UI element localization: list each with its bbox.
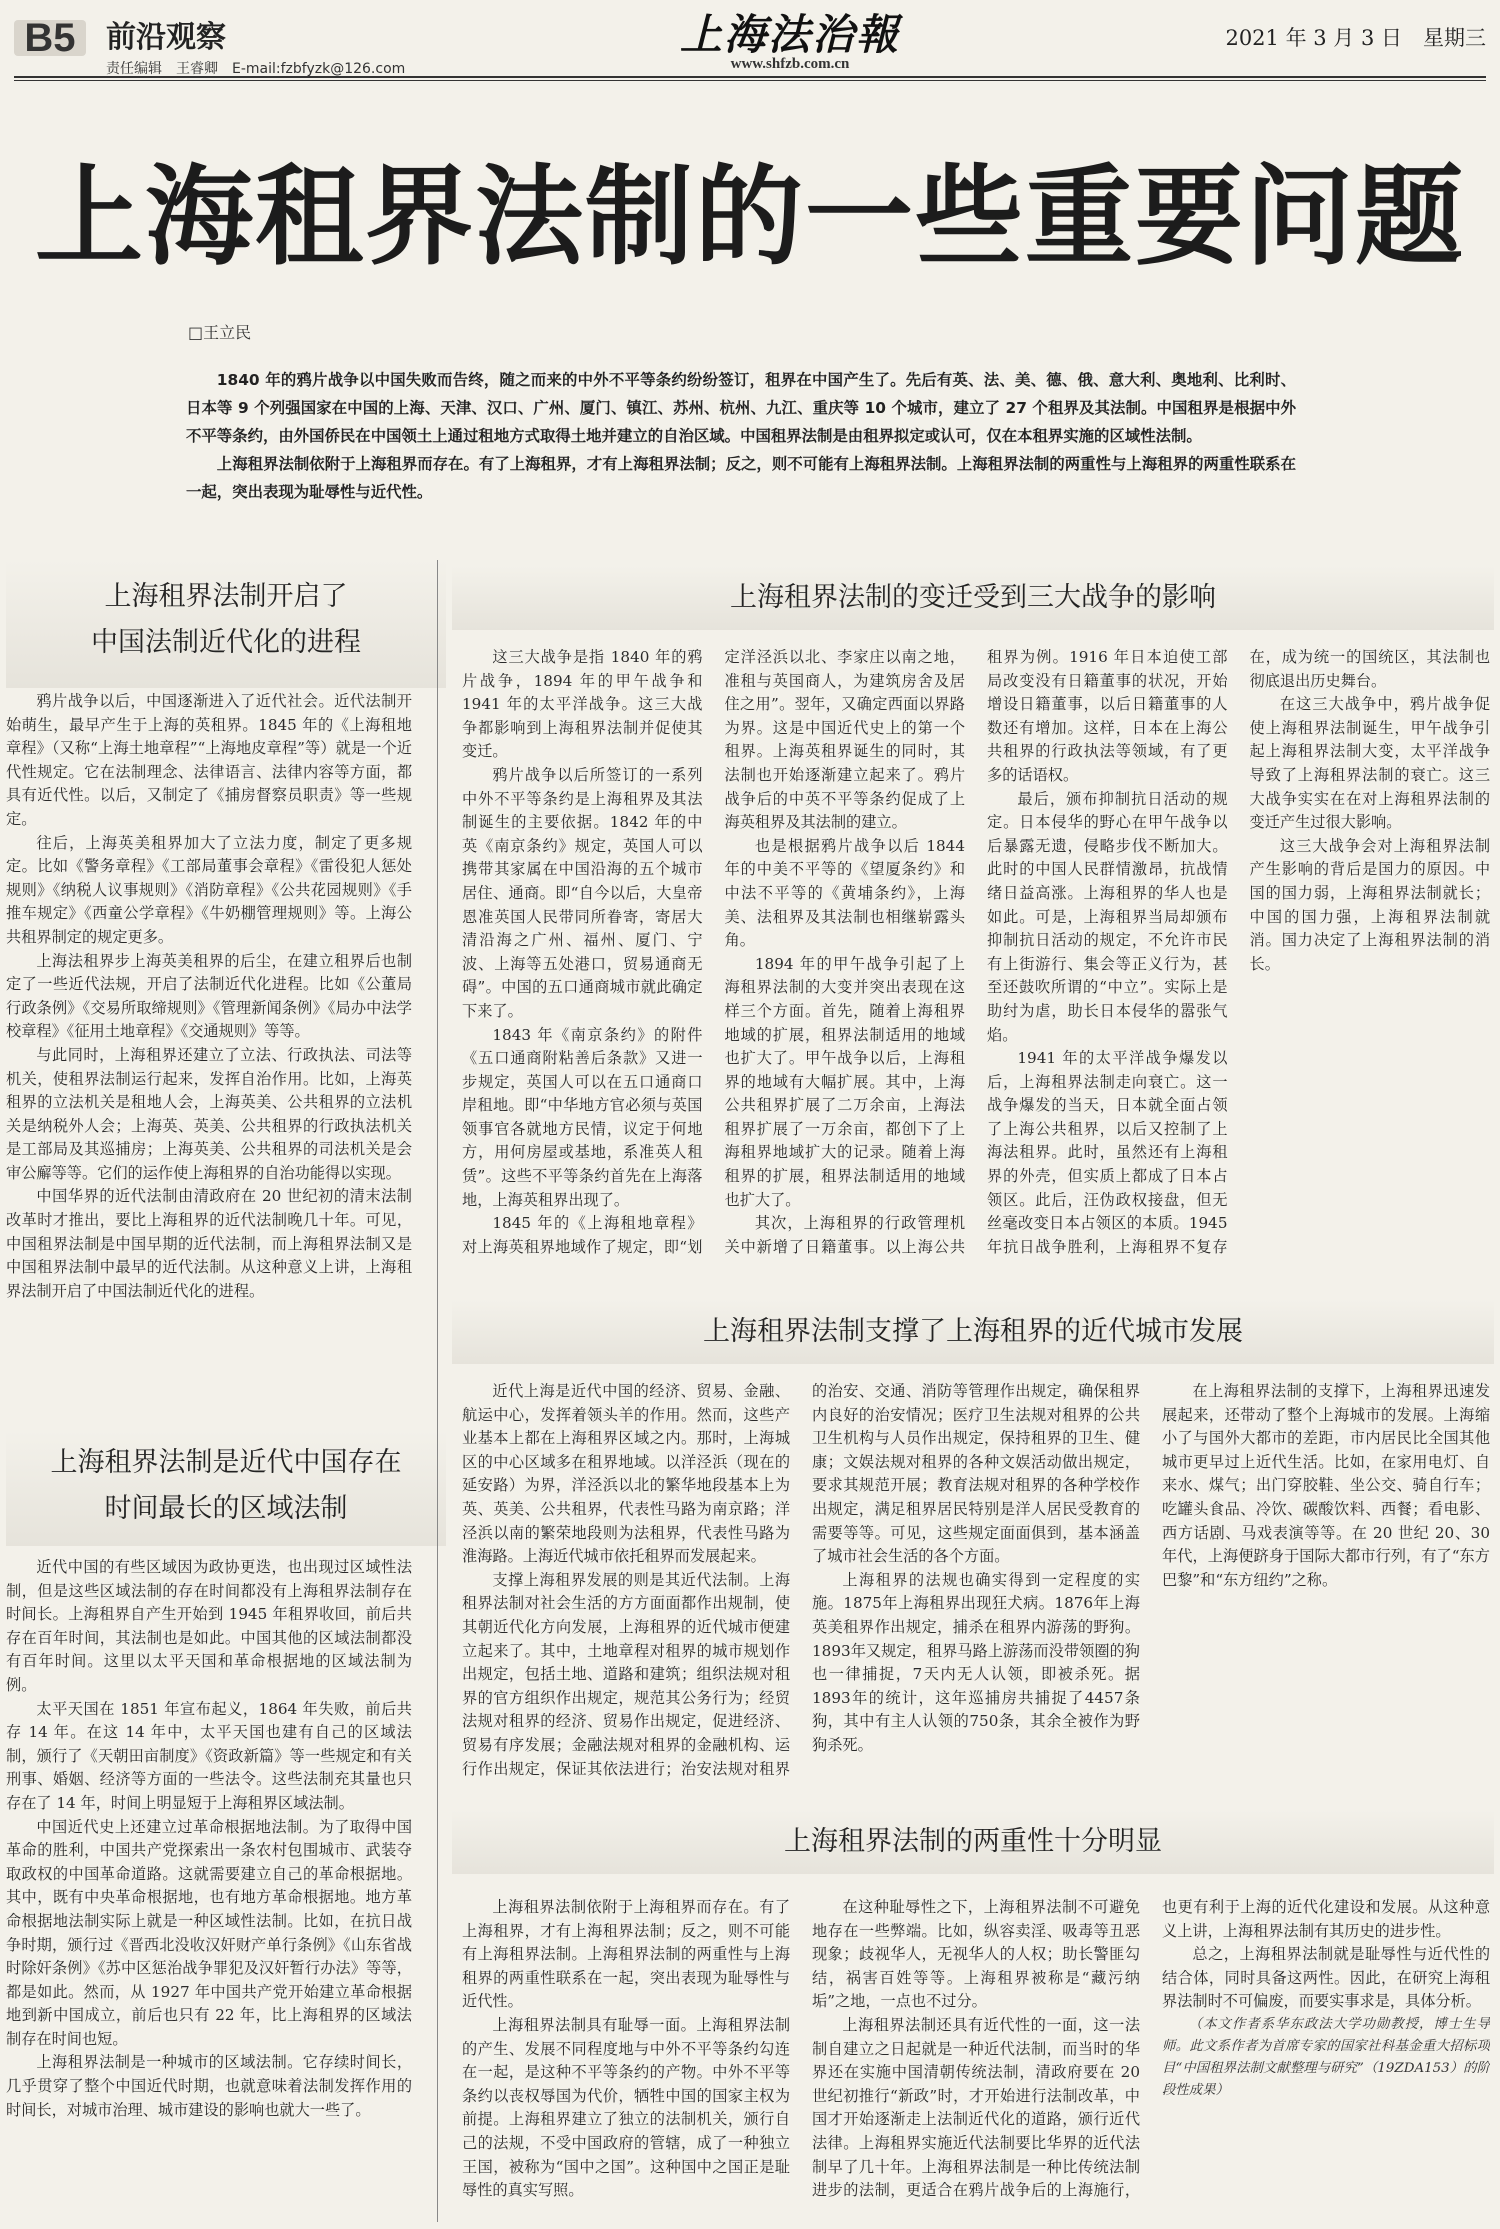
paragraph: 近代中国的有些区域因为政协更迭，也出现过区域性法制，但是这些区域法制的存在时间都没有上海租界法制存在时间长。上海租界自产生开始到 1945 年租界收回，前后共存在百年时间，其法制也是如此。中国其他的区域法制都没有百年时间。这里以太平天国和革命根据地的区域法制为例。 — [6, 1558, 412, 1694]
page-number-badge: B5 — [14, 20, 86, 56]
section-heading-4: 上海租界法制支撑了上海租界的近代城市发展 — [452, 1300, 1494, 1364]
section-heading-2: 上海租界法制的变迁受到三大战争的影响 — [452, 566, 1494, 630]
section-name: 前沿观察 — [106, 20, 226, 55]
paragraph: 上海租界法制是一种城市的区域法制。它存续时间长，几乎贯穿了整个中国近代时期，也就意味着法制发挥作用的时间长，对城市治理、城市建设的影响也就大一些了。 — [6, 2053, 412, 2119]
paragraph: 支撑上海租界发展的则是其近代法制。上海租界法制对社会生活的方方面面都作出规制，使其朝近代化方向发展，上海租界的近代城市便建立起来了。其中，土地章程对租界的城市规划作出规定，包括土地、道路和建筑；组织法规对租界的官方组织作出规定，规范其公务行为；经贸法规对租界的经济、贸易作出规定，促进经济、贸易有序发展；金融法规对租界的金融机构、运行作出规定，保证其依法进行；治安法规对租界的治安、交通、消防等管理作出规定，确保租界内良好的治安情况；医疗卫生法规对租界的公共卫生机构与人员作出规定，保持租界的卫生、健康；文娱法规对租界的各种文娱活动做出规定，要求其规范开展；教育法规对租界的各种学校作出规定，满足租界居民特别是洋人居民受教育的需要等等。可见，这些规定面面俱到，基本涵盖了城市社会生活的各个方面。 — [462, 1382, 1140, 1778]
paragraph: 其次，上海租界的行政管理机关中新增了日籍董事。以上海公共租界为例。1916 年日本迫使工部局改变没有日籍董事的状况，开始增设日籍董事，以后日籍董事的人数还有增加。这样，日本在上海公共租界的行政执法等领域，有了更多的话语权。 — [724, 648, 1228, 1256]
paragraph: 鸦片战争以后，中国逐渐进入了近代社会。近代法制开始萌生，最早产生于上海的英租界。1845 年的《上海租地章程》（又称“上海土地章程”“上海地皮章程”等）就是一个近代性规定。它在法制理念、法律语言、法律内容等方面，都具有近代性。以后，又制定了《捕房督察员职责》等一些规定。 — [6, 692, 412, 828]
column-divider — [437, 560, 438, 2222]
paragraph: 在上海租界法制的支撑下，上海租界迅速发展起来，还带动了整个上海城市的发展。上海缩小了与国外大都市的差距，市内居民比全国其他城市更早过上近代生活。比如，在家用电灯、自来水、煤气；出门穿胶鞋、坐公交、骑自行车；吃罐头食品、冷饮、碳酸饮料、西餐；看电影、西方话剧、马戏表演等等。在 20 世纪 20、30 年代，上海便跻身于国际大都市行列，有了“东方巴黎”和“东方纽约”之称。 — [1162, 1382, 1490, 1589]
section-heading-1 — [6, 560, 446, 688]
header-divider-thin — [14, 80, 1486, 81]
paragraph: 鸦片战争以后所签订的一系列中外不平等条约是上海租界及其法制诞生的主要依据。1842 年的中英《南京条约》规定，英国人可以携带其家属在中国沿海的五个城市居住、通商。即“自今以后，大皇帝恩准英国人民带同所眷寄，寄居大清沿海之广州、福州、厦门、宁波、上海等五处港口，贸易通商无碍”。中国的五口通商城市就此确定下来了。 — [462, 765, 703, 1020]
section-heading-line: 时间最长的区域法制 — [104, 1493, 348, 1524]
paragraph: 1845 年的《上海租地章程》对上海英租界地域作了规定，即“划定洋泾浜以北、李家庄以南之地，准租与英国商人，为建筑房舍及居住之用”。翌年，又确定西面以界路为界。这是中国近代史上的第一个租界。上海英租界诞生的同时，其法制也开始逐渐建立起来了。鸦片战争后的中英不平等条约促成了上海英租界及其法制的建立。 — [462, 648, 965, 1256]
editor-line: 责任编辑 王睿卿 E-mail:fzbfyzk@126.com — [106, 61, 406, 77]
paragraph: 上海法租界步上海英美租界的后尘，在建立租界后也制定了一些近代法规，开启了法制近代化进程。比如《公董局行政条例》《交易所取缔规则》《管理新闻条例》《局办中法学校章程》《征用土地章程》《交通规则》等等。 — [6, 951, 412, 1041]
paragraph: 中国华界的近代法制由清政府在 20 世纪初的清末法制改革时才推出，要比上海租界的近代法制晚几十年。可见，中国租界法制是中国早期的近代法制，而上海租界法制又是中国租界法制中最早的近代法制。从这种意义上讲，上海租界法制开启了中国法制近代化的进程。 — [6, 1187, 412, 1300]
paragraph: 在这三大战争中，鸦片战争促使上海租界法制诞生，甲午战争引起上海租界法制大变，太平洋战争导致了上海租界法制的衰亡。这三大战争实实在在对上海租界法制的变迁产生过很大影响。 — [1249, 695, 1490, 832]
paragraph: 与此同时，上海租界还建立了立法、行政执法、司法等机关，使租界法制运行起来，发挥自治作用。比如，上海英租界的立法机关是租地人会，上海英美、公共租界的立法机关是纳税外人会；上海英、英美、公共租界的行政执法机关是工部局及其巡捕房；上海英美、公共租界的司法机关是会审公廨等等。它们的运作使上海租界的自治功能得以实现。 — [6, 1045, 412, 1182]
paragraph: 1843 年《南京条约》的附件《五口通商附粘善后条款》又进一步规定，英国人可以在五口通商口岸租地。即“中华地方官必须与英国领事官各就地方民情，议定于何地方，用何房屋或基地，系准英人租赁”。这些不平等条约首先在上海落地，上海英租界出现了。 — [462, 1025, 703, 1209]
byline: □王立民 — [188, 323, 252, 342]
lead-paragraph: 上海租界法制依附于上海租界而存在。有了上海租界，才有上海租界法制；反之，则不可能有上海租界法制。上海租界法制的两重性与上海租界的两重性联系在一起，突出表现为耻辱性与近代性。 — [186, 455, 1296, 501]
paragraph: 近代上海是近代中国的经济、贸易、金融、航运中心，发挥着领头羊的作用。然而，这些产业基本上都在上海租界区域之内。那时，上海城区的中心区域多在租界地域。以洋泾浜（现在的延安路）为界，洋泾浜以北的繁华地段基本上为英、英美、公共租界，代表性马路为南京路；洋泾浜以南的繁荣地段则为法租界，代表性马路为淮海路。上海近代城市依托租界而发展起来。 — [462, 1382, 790, 1566]
paragraph: 太平天国在 1851 年宣布起义，1864 年失败，前后共存 14 年。在这 14 年中，太平天国也建有自己的区域法制，颁行了《天朝田亩制度》《资政新篇》等一些规定和有关刑事、婚姻、经济等方面的一些法令。这些法制充其量也只存在了 14 年，时间上明显短于上海租界区域法制。 — [6, 1699, 412, 1812]
article-title: 上海租界法制的一些重要问题 — [34, 155, 1465, 280]
paragraph: 在这种耻辱性之下，上海租界法制不可避免地存在一些弊端。比如，纵容卖淫、吸毒等丑恶现象；歧视华人，无视华人的人权；助长警匪勾结，祸害百姓等等。上海租界被称是“藏污纳垢”之地，一点也不过分。 — [812, 1898, 1140, 2011]
section-heading-5: 上海租界法制的两重性十分明显 — [452, 1810, 1494, 1874]
lead-paragraphs — [186, 366, 1296, 506]
section-3-body — [6, 1556, 412, 2222]
section-heading-line: 中国法制近代化的进程 — [91, 627, 361, 658]
header-divider — [14, 76, 1486, 78]
paragraph: 这三大战争会对上海租界法制产生影响的背后是国力的原因。中国的国力弱，上海租界法制就长；中国的国力强，上海租界法制就消。国力决定了上海租界法制的消长。 — [1249, 836, 1490, 973]
section-4-body — [462, 1380, 1490, 1798]
section-5-body — [462, 1896, 1490, 2222]
paragraph: 也是根据鸦片战争以后 1844 年的中美不平等的《望厦条约》和中法不平等的《黄埔条约》，上海美、法租界及其法制也相继崭露头角。 — [724, 836, 965, 950]
section-heading-line: 上海租界法制开启了 — [104, 581, 348, 612]
lead-paragraph: 1840 年的鸦片战争以中国失败而告终，随之而来的中外不平等条约纷纷签订，租界在中国产生了。先后有英、法、美、德、俄、意大利、奥地利、比利时、日本等 9 个列强国家在中国的上海、天津、汉口、广州、厦门、镇江、苏州、杭州、九江、重庆等 10 个城市，建立了 27 个租界及其法制。中国租界是根据中外不平等条约，由外国侨民在中国领土上通过租地方式取得土地并建立的自治区域。中国租界法制是由租界拟定或认可，仅在本租界实施的区域性法制。 — [186, 371, 1296, 445]
paragraph: 这三大战争是指 1840 年的鸦片战争，1894 年的甲午战争和 1941 年的太平洋战争。这三大战争都影响到上海租界法制并促使其变迁。 — [462, 648, 703, 761]
newspaper-masthead: 上海法治報 — [679, 10, 900, 59]
paragraph: 最后，颁布抑制抗日活动的规定。日本侵华的野心在甲午战争以后暴露无遗，侵略步伐不断加大。此时的中国人民群情激昂，抗战情绪日益高涨。上海租界的华人也是如此。可是，上海租界当局却颁布抑制抗日活动的规定，不允许市民有上街游行、集会等正义行为，甚至还鼓吹所谓的“中立”。实际上是助纣为虐，助长日本侵华的嚣张气焰。 — [987, 789, 1228, 1044]
paragraph: 1894 年的甲午战争引起了上海租界法制的大变并突出表现在这样三个方面。首先，随着上海租界地域的扩展，租界法制适用的地域也扩大了。甲午战争以后，上海租界的地域有大幅扩展。其中，上海公共租界扩展了二万余亩，上海法租界扩展了一万余亩，都创下了上海租界地域扩大的记录。随着上海租界的扩展，租界法制适用的地域也扩大了。 — [724, 954, 965, 1209]
paragraph: 中国近代史上还建立过革命根据地法制。为了取得中国革命的胜利，中国共产党探索出一条农村包围城市、武装夺取政权的中国革命道路。这就需要建立自己的革命根据地。其中，既有中央革命根据地，也有地方革命根据地。地方革命根据地法制实际上就是一种区域性法制。比如，在抗日战争时期，颁行过《晋西北没收汉奸财产单行条例》《山东省战时除奸条例》《苏中区惩治战争罪犯及汉奸暂行办法》等等，都是如此。然而，从 1927 年中国共产党开始建立革命根据地到新中国成立，前后也只有 22 年，比上海租界的区域法制存在时间也短。 — [6, 1817, 412, 2048]
section-heading-3 — [6, 1430, 446, 1546]
paragraph: 上海租界法制依附于上海租界而存在。有了上海租界，才有上海租界法制；反之，则不可能有上海租界法制。上海租界法制的两重性与上海租界的两重性联系在一起，突出表现为耻辱性与近代性。 — [462, 1898, 790, 2011]
paragraph: 上海租界法制还具有近代性的一面，这一法制自建立之日起就是一种近代法制，而当时的华界还在实施中国清朝传统法制，清政府要在 20 世纪初推行“新政”时，才开始进行法制改革，中国才开始逐渐走上法制近代化的道路，颁行近代法律。上海租界实施近代法制要比华界的近代法制早了几十年。上海租界法制是一种比传统法制进步的法制，更适合在鸦片战争后的上海施行，也更有利于上海的近代化建设和发展。从这种意义上讲，上海租界法制有其历史的进步性。 — [812, 1898, 1490, 2200]
author-note: （本文作者系华东政法大学功勋教授，博士生导师。此文系作者为首席专家的国家社科基金重大招标项目“中国租界法制文献整理与研究”（19ZDA153）的阶段性成果） — [1162, 2016, 1490, 2098]
section-2-body — [462, 646, 1490, 1280]
paragraph: 上海租界法制具有耻辱一面。上海租界法制的产生、发展不同程度地与中外不平等条约勾连在一起，是这种不平等条约的产物。中外不平等条约以丧权辱国为代价，牺牲中国的国家主权为前提。上海租界建立了独立的法制机关，颁行自己的法规，不受中国政府的管辖，成了一种独立王国，被称为“国中之国”。这种国中之国正是耻辱性的真实写照。 — [462, 2015, 790, 2200]
paragraph: 上海租界的法规也确实得到一定程度的实施。1875年上海租界出现狂犬病。1876年上海英美租界作出规定，捕杀在租界内游荡的野狗。1893年又规定，租界马路上游荡而没带领圈的狗也一律捕捉，7天内无人认领，即被杀死。据1893年的统计，这年巡捕房共捕捉了4457条狗，其中有主人认领的750条，其余全被作为野狗杀死。 — [812, 1570, 1140, 1754]
paragraph: 1941 年的太平洋战争爆发以后，上海租界法制走向衰亡。这一战争爆发的当天，日本就全面占领了上海公共租界，以后又控制了上海法租界。此时，虽然还有上海租界的外壳，但实质上都成了日本占领区。此后，汪伪政权接盘，但无丝毫改变日本占领区的本质。1945 年抗日战争胜利，上海租界不复存在，成为统一的国统区，其法制也彻底退出历史舞台。 — [987, 648, 1490, 1256]
section-1-body — [6, 690, 412, 1378]
newspaper-url: www.shfzb.com.cn — [730, 56, 850, 72]
paragraph: 总之，上海租界法制就是耻辱性与近代性的结合体，同时具备这两性。因此，在研究上海租界法制时不可偏废，而要实事求是，具体分析。 — [1162, 1945, 1490, 2011]
paragraph: 往后，上海英美租界加大了立法力度，制定了更多规定。比如《警务章程》《工部局董事会章程》《雷役犯人惩处规则》《纳税人议事规则》《消防章程》《公共花园规则》《手推车规定》《西童公学章程》《牛奶棚管理规则》等。上海公共租界制定的规定更多。 — [6, 833, 412, 946]
issue-date: 2021 年 3 月 3 日 星期三 — [1225, 26, 1486, 50]
section-heading-line: 上海租界法制是近代中国存在 — [50, 1447, 402, 1478]
